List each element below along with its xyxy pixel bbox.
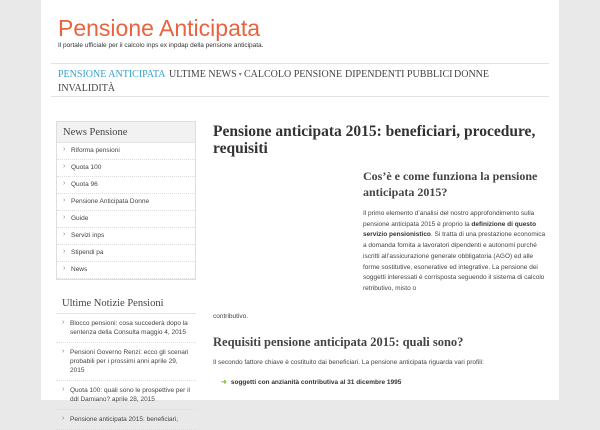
nav-pensione-anticipata[interactable]: PENSIONE ANTICIPATA [58, 69, 166, 80]
news-item-servizi-inps[interactable]: › Servizi inps [57, 228, 195, 245]
news-item-quota-100[interactable]: › Quota 100 [57, 160, 195, 177]
news-list [57, 143, 195, 279]
arrow-right-icon: ➜ [221, 379, 227, 386]
latest-widget-title: Ultime Notizie Pensioni [56, 293, 196, 314]
requisiti-bullet-text: soggetti con anzianità contributiva al 31 dicembre 1995 [230, 379, 402, 386]
nav-invalidita[interactable]: INVALIDITÀ [58, 83, 116, 94]
nav-ultime-news[interactable] [169, 69, 242, 81]
main-content [213, 123, 549, 386]
intro-paragraph [363, 209, 546, 295]
site-description: Il portale ufficiale per il calcolo inps ex inpdap della pensione anticipata. [58, 42, 264, 49]
article-title: Pensione anticipata 2015: beneficiari, procedure, requisiti [213, 123, 536, 157]
nav-donne[interactable]: DONNE [454, 69, 489, 80]
requisiti-paragraph: Il secondo fattore chiave è costituito dai beneficiari. La pensione anticipata riguarda vari profili: [213, 359, 484, 366]
news-item-donne[interactable]: › Pensione Anticipata Donne [57, 194, 195, 211]
latest-item[interactable]: › Pensioni Governo Renzi: ecco gli scenari probabili per i prossimi anni aprile 29, 2015 [56, 343, 196, 381]
requisiti-heading: Requisiti pensione anticipata 2015: quali sono? [213, 335, 464, 349]
latest-item[interactable]: › Quota 100: quali sono le prospettive per il ddl Damiano? aprile 28, 2015 [56, 381, 196, 410]
intro-heading: Cos’è e come funziona la pensione anticipata 2015? [363, 169, 538, 199]
intro-text-b: . Si tratta di una prestazione economica a domanda fornita a lavoratori dipendenti e autonomi purché iscritti all’assicurazione generale obbligatoria (AGO) ed alle forme sostitutive, esonerative ed integrative. La pensione dei soggetti interessati è corrisposta seguendo il sistema di calcolo retributivo, misto o [363, 231, 546, 292]
news-item-guide[interactable]: › Guide [57, 211, 195, 228]
intro-paragraph-end: contributivo. [213, 313, 249, 320]
intro-text-a: Il primo elemento d’analisi del nostro approfondimento sulla pensione anticipata 2015 è proprio la [363, 210, 535, 228]
news-item-quota-96[interactable]: › Quota 96 [57, 177, 195, 194]
nav-ultime-news-label: ULTIME NEWS [169, 69, 237, 80]
news-widget-title: News Pensione [57, 122, 195, 143]
news-item-riforma[interactable]: › Riforma pensioni [57, 143, 195, 160]
latest-item[interactable]: › Blocco pensioni: cosa succederà dopo la sentenza della Consulta maggio 4, 2015 [56, 314, 196, 343]
nav-calcolo-pensione[interactable]: CALCOLO PENSIONE [244, 69, 343, 80]
latest-item[interactable]: › Pensione anticipata 2015: beneficiari, [56, 410, 196, 430]
news-item-stipendi[interactable]: › Stipendi pa [57, 245, 195, 262]
news-widget [56, 121, 196, 280]
caret-down-icon: ▾ [238, 72, 242, 78]
sidebar-latest [56, 293, 196, 430]
nav-dipendenti-pubblici[interactable]: DIPENDENTI PUBBLICI [345, 69, 453, 80]
page-container [41, 0, 559, 423]
news-item-news[interactable]: › News [57, 262, 195, 279]
requisiti-bullet [221, 378, 401, 386]
site-title[interactable]: Pensione Anticipata [58, 15, 261, 41]
sidebar-news [56, 121, 196, 280]
latest-list [56, 314, 196, 430]
main-navigation [51, 63, 549, 97]
intro-text-bold: definizione di questo servizio pensionistico [363, 220, 537, 239]
